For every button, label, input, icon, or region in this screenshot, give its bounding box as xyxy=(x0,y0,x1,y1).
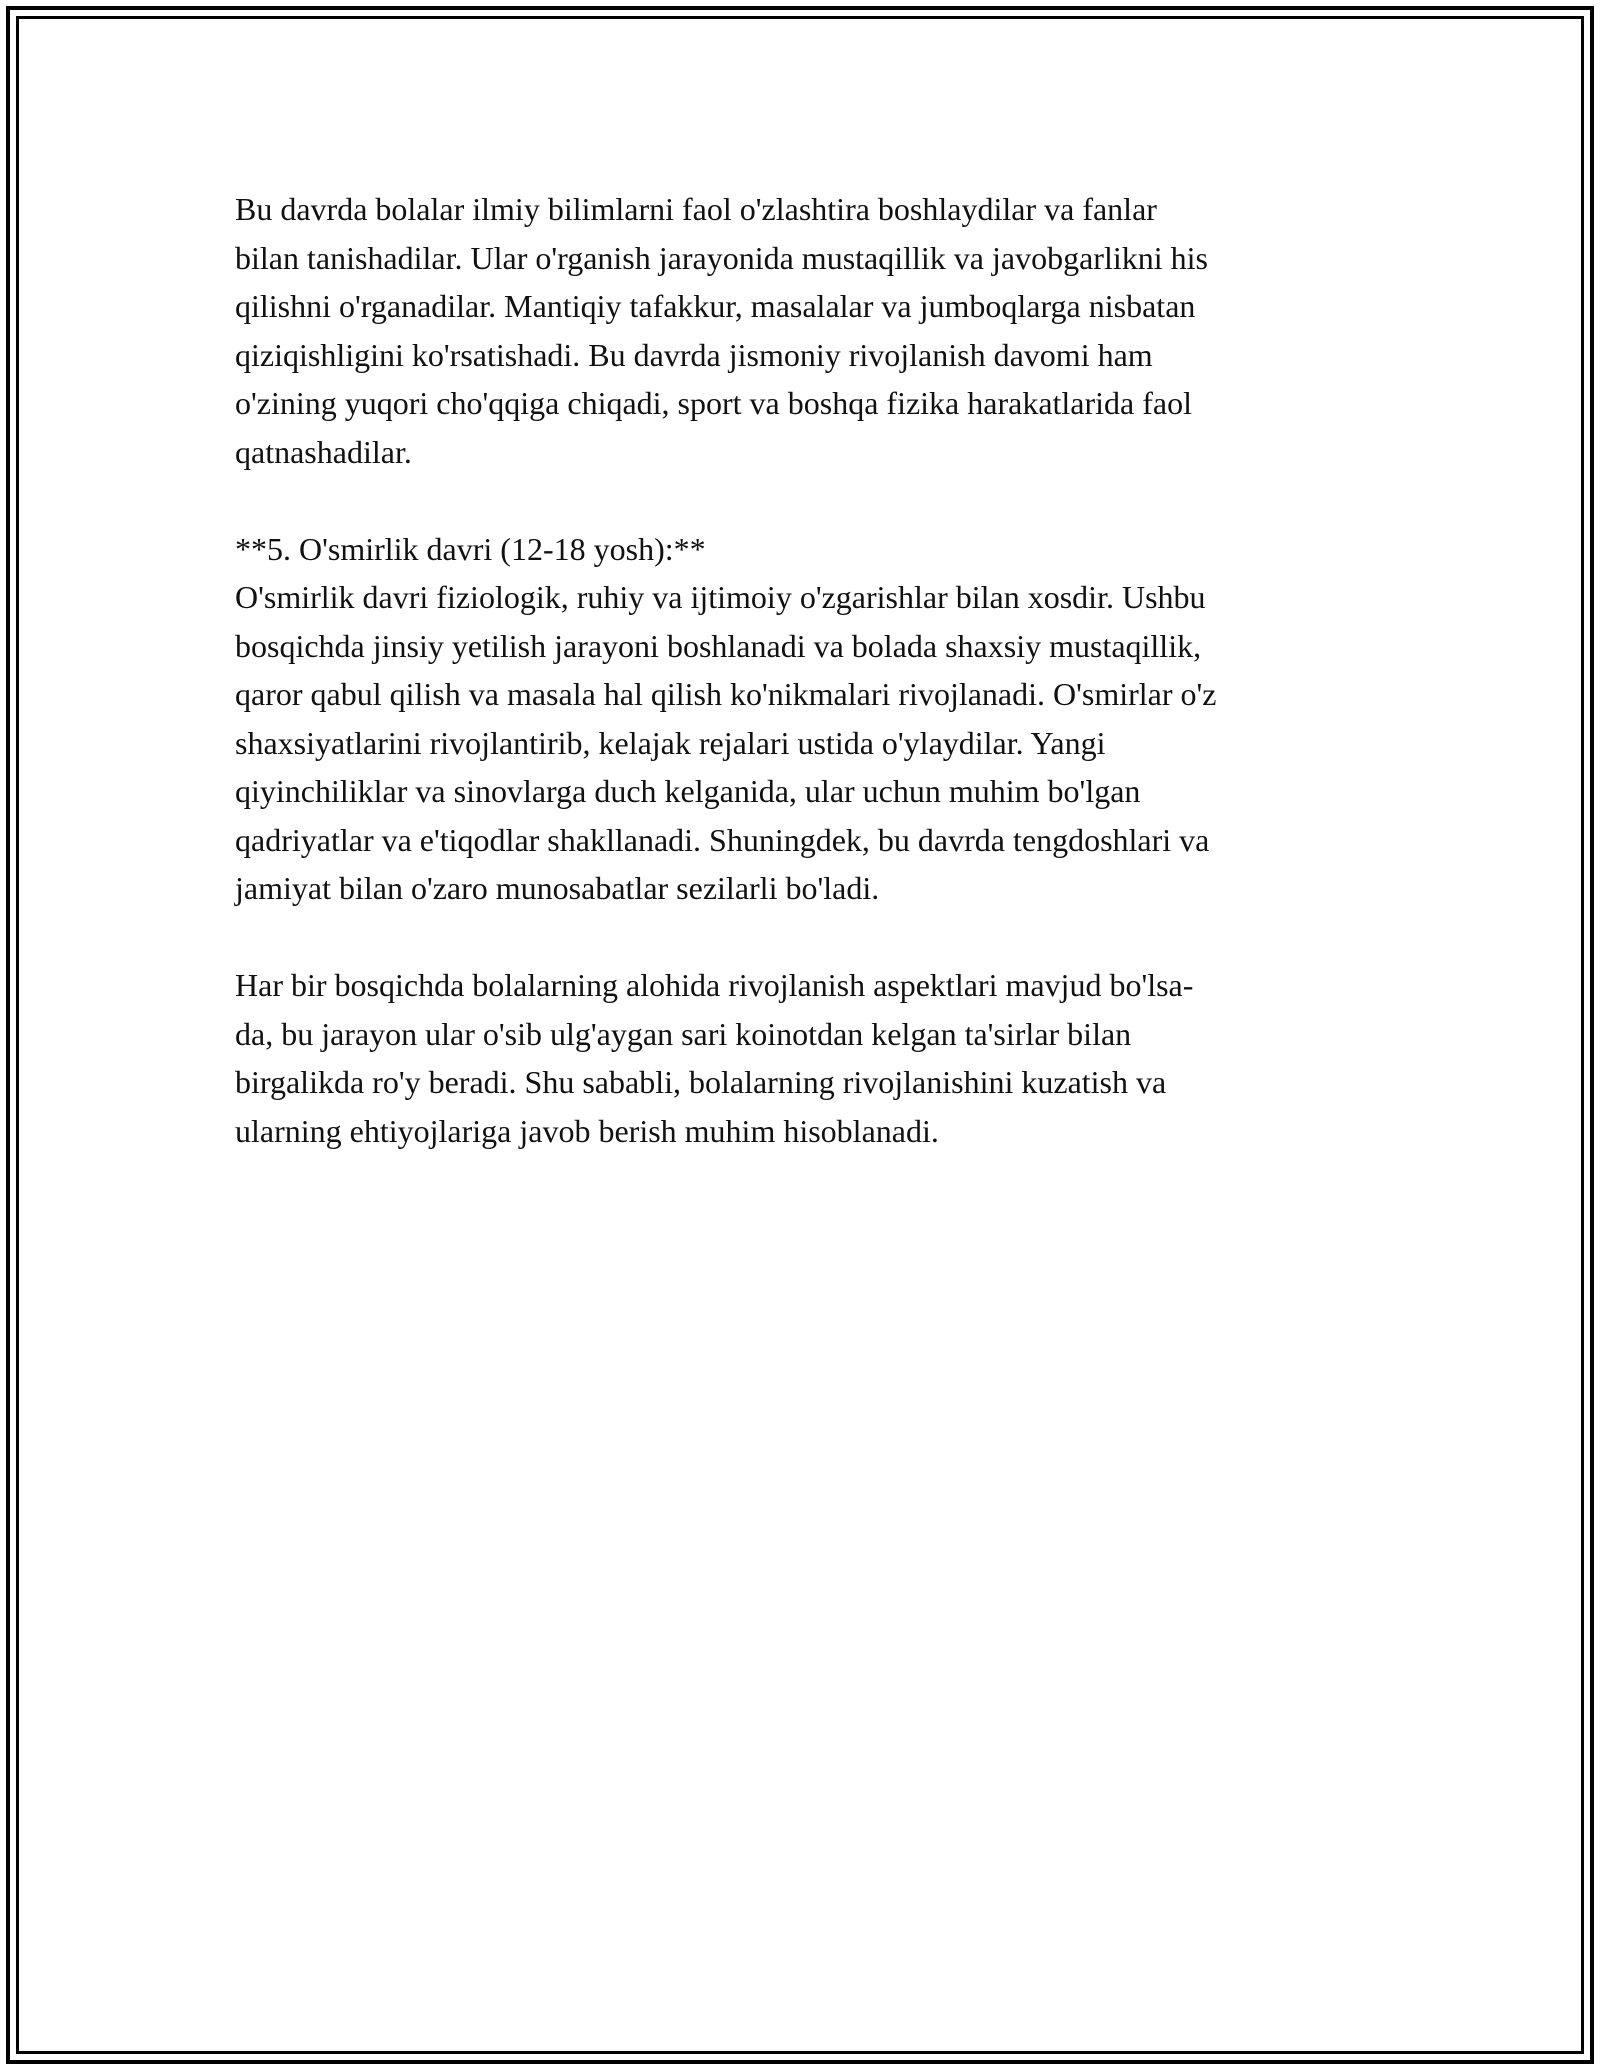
section-heading: **5. O'smirlik davri (12-18 yosh):** xyxy=(235,530,706,567)
paragraph-intro: Bu davrda bolalar ilmiy bilimlarni faol o'zlashtira boshlaydilar va fanlar bilan tanishadilar. Ular o'rganish jarayonida mustaqillik va javobgarlikni his qilishni o'rganadilar. Mantiqiy tafakkur, masalalar va jumboqlarga nisbatan qiziqishligini ko'rsatishadi. Bu davrda jismoniy rivojlanish davomi ham o'zining yuqori cho'qqiga chiqadi, sport va boshqa fizika harakatlarida faol qatnashadilar. xyxy=(235,191,1208,470)
paragraph-conclusion: Har bir bosqichda bolalarning alohida rivojlanish aspektlari mavjud bo'lsa- da, bu jarayon ular o'sib ulg'aygan sari koinotdan kelgan ta'sirlar bilan birgalikda ro'y beradi. Shu sababli, bolalarning rivojlanishini kuzatish va ularning ehtiyojlariga javob berish muhim hisoblanadi. xyxy=(235,967,1194,1149)
document-body xyxy=(235,185,1365,1204)
paragraph-adolescence: O'smirlik davri fiziologik, ruhiy va ijtimoiy o'zgarishlar bilan xosdir. Ushbu bosqichda jinsiy yetilish jarayoni boshlanadi va bolada shaxsiy mustaqillik, qaror qabul qilish va masala hal qilish ko'nikmalari rivojlanadi. O'smirlar o'z shaxsiyatlarini rivojlantirib, kelajak rejalari ustida o'ylaydilar. Yangi qiyinchiliklar va sinovlarga duch kelganida, ular uchun muhim bo'lgan qadriyatlar va e'tiqodlar shakllanadi. Shuningdek, bu davrda tengdoshlari va jamiyat bilan o'zaro munosabatlar sezilarli bo'ladi. xyxy=(235,579,1217,906)
